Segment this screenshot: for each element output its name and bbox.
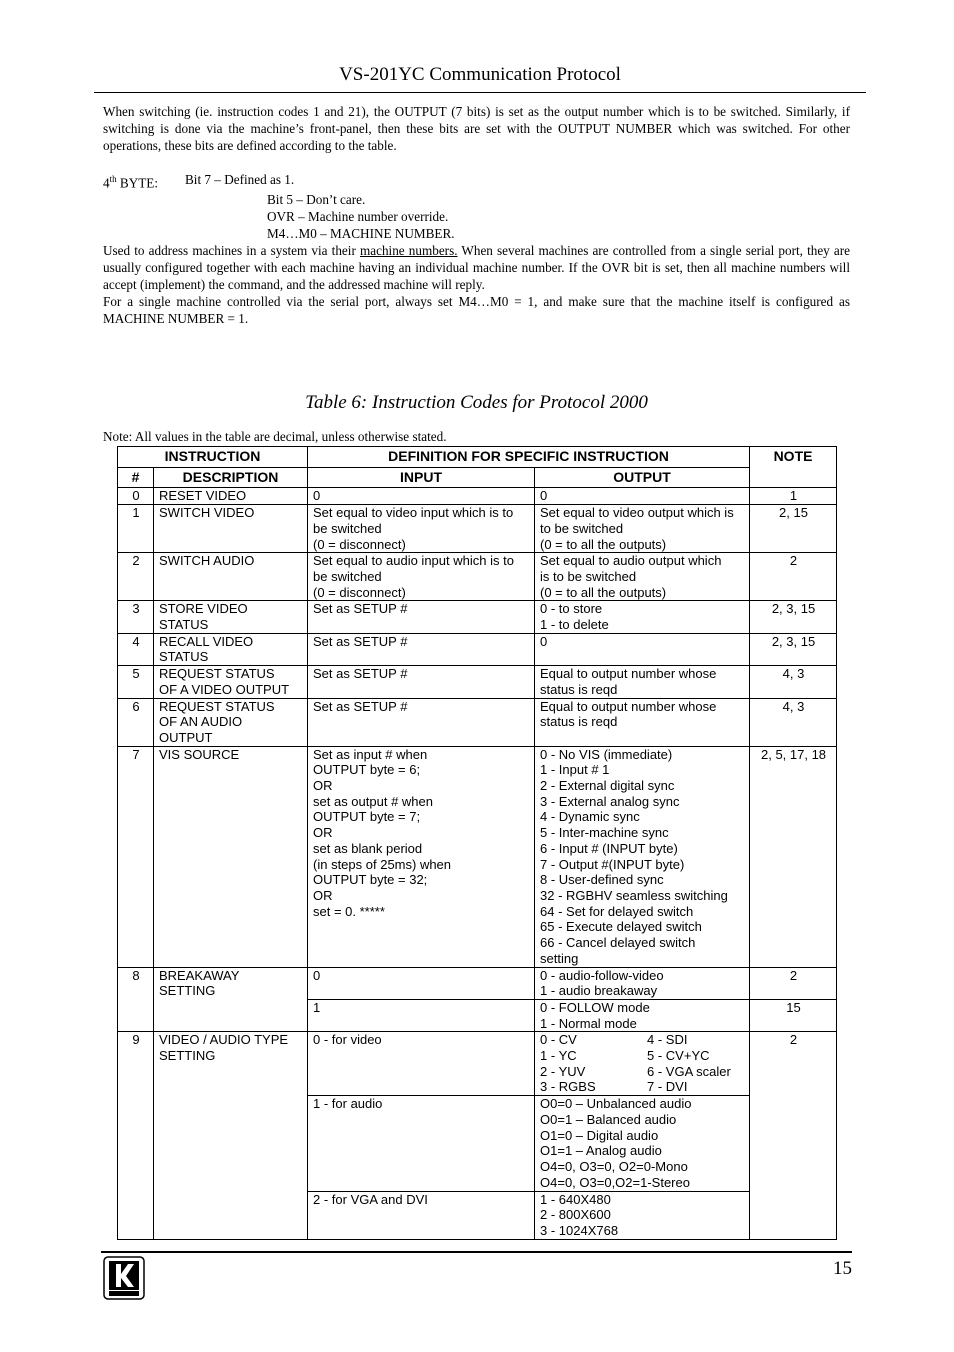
instruction-codes-table (117, 446, 837, 1240)
row-number: 5 (118, 666, 154, 698)
row-input: Set equal to video input which is to be switched (0 = disconnect) (308, 505, 535, 553)
row-description: REQUEST STATUS OF AN AUDIO OUTPUT (154, 698, 308, 746)
row-output: Set equal to video output which is to be switched (0 = to all the outputs) (535, 505, 750, 553)
row-description: BREAKAWAY SETTING (154, 967, 308, 1032)
row-number: 6 (118, 698, 154, 746)
table-row (118, 488, 837, 505)
row-input: Set equal to audio input which is to be switched (0 = disconnect) (308, 553, 535, 601)
row-output: 0 - FOLLOW mode 1 - Normal mode (535, 999, 750, 1031)
table-row (118, 505, 837, 553)
header-definition: DEFINITION FOR SPECIFIC INSTRUCTION (308, 447, 750, 468)
row-input: Set as SETUP # (308, 666, 535, 698)
row-input: Set as SETUP # (308, 698, 535, 746)
footer-rule (101, 1251, 852, 1253)
row-input: Set as SETUP # (308, 601, 535, 633)
row-description: REQUEST STATUS OF A VIDEO OUTPUT (154, 666, 308, 698)
intro-paragraph-single-machine: For a single machine controlled via the serial port, always set M4…M0 = 1, and make sure that the machine itself is configured as MACHINE NUMBER = 1. (103, 294, 850, 327)
header-number: # (118, 467, 154, 488)
page-header: VS-201YC Communication Protocol (94, 64, 866, 93)
row-note: 2, 5, 17, 18 (750, 746, 837, 967)
bit5-definition: Bit 5 – Don’t care. (267, 192, 366, 208)
intro-section (103, 103, 850, 327)
row-note: 2, 15 (750, 505, 837, 553)
row-number: 7 (118, 746, 154, 967)
header-input: INPUT (308, 467, 535, 488)
row-number: 3 (118, 601, 154, 633)
table-header-row-2 (118, 467, 837, 488)
table-row (118, 1032, 837, 1096)
header-instruction: INSTRUCTION (118, 447, 308, 468)
machine-numbers-link: machine numbers. (359, 243, 458, 259)
row-number: 8 (118, 967, 154, 1032)
table-title: Table 6: Instruction Codes for Protocol 2000 (305, 392, 648, 413)
row-output: 0 - CV 1 - YC 2 - YUV 3 - RGBS 4 - SDI 5 - CV+YC 6 - VGA scaler 7 - DVI (535, 1032, 750, 1096)
row-output: O0=0 – Unbalanced audio O0=1 – Balanced audio O1=0 – Digital audio O1=1 – Analog audio O4=0, O3=0, O2=0-Mono O4=0, O3=0,O2=1-Stereo (535, 1096, 750, 1191)
row-output: Set equal to audio output which is to be switched (0 = to all the outputs) (535, 553, 750, 601)
row-note: 4, 3 (750, 666, 837, 698)
header-output: OUTPUT (535, 467, 750, 488)
row-note: 2 (750, 967, 837, 999)
intro-paragraph-switching: When switching (ie. instruction codes 1 and 21), the OUTPUT (7 bits) is set as the output number which is to be switched. Similarly, if switching is done via the machine’s front-panel, then these bits are set with the OUTPUT NUMBER which was switched. For other operations, these bits are defined according to the table. (103, 104, 850, 153)
row-description: VIS SOURCE (154, 746, 308, 967)
row-description: VIDEO / AUDIO TYPE SETTING (154, 1032, 308, 1239)
row-output: 1 - 640X480 2 - 800X600 3 - 1024X768 (535, 1191, 750, 1239)
row-output: 0 - to store 1 - to delete (535, 601, 750, 633)
row-number: 0 (118, 488, 154, 505)
row-note: 2, 3, 15 (750, 633, 837, 665)
row-output: Equal to output number whose status is reqd (535, 698, 750, 746)
row-description: SWITCH AUDIO (154, 553, 308, 601)
row-description: RECALL VIDEO STATUS (154, 633, 308, 665)
table-header-row-1 (118, 447, 837, 468)
row-input: 1 - for audio (308, 1096, 535, 1191)
row-number: 1 (118, 505, 154, 553)
row-note: 2 (750, 1032, 837, 1239)
row-input: 0 (308, 488, 535, 505)
row-number: 4 (118, 633, 154, 665)
table-row (118, 967, 837, 999)
row-output: 0 (535, 488, 750, 505)
row-input: Set as SETUP # (308, 633, 535, 665)
row-note: 1 (750, 488, 837, 505)
intro-paragraph-addressing: Used to address machines in a system via their machine numbers. When several machines are controlled from a single serial port, they are usually configured together with each machine having an individual machine number. If the OVR bit is set, then all machine numbers will accept (implement) the command, and the addressed machine will reply. (103, 243, 851, 293)
row-note: 2, 3, 15 (750, 601, 837, 633)
header-description: DESCRIPTION (154, 467, 308, 488)
row-output: 0 - No VIS (immediate) 1 - Input # 1 2 - External digital sync 3 - External analog sync 4 - Dynamic sync 5 - Inter-machine sync 6 - Input # (INPUT byte) 7 - Output #(INPUT byte) 8 - User-defined sync 32 - RGBHV seamless switching 64 - Set for delayed switch 65 - Execute delayed switch 66 - Cancel delayed switch setting (535, 746, 750, 967)
row-description: SWITCH VIDEO (154, 505, 308, 553)
row-note: 4, 3 (750, 698, 837, 746)
row-input: Set as input # when OUTPUT byte = 6; OR set as output # when OUTPUT byte = 7; OR set as blank period (in steps of 25ms) when OUTPUT byte = 32; OR set = 0. ***** (308, 746, 535, 967)
fourth-byte-label: 4th BYTE: (103, 174, 159, 191)
row-input: 0 - for video (308, 1032, 535, 1096)
table-row (118, 633, 837, 665)
row-number: 9 (118, 1032, 154, 1239)
row-output: Equal to output number whose status is reqd (535, 666, 750, 698)
table-row (118, 553, 837, 601)
header-note: NOTE (750, 447, 837, 488)
table-row (118, 666, 837, 698)
row-output: 0 (535, 633, 750, 665)
fourth-byte-definition (103, 171, 850, 242)
kramer-logo (103, 1256, 145, 1300)
table-note: Note: All values in the table are decimal, unless otherwise stated. (103, 429, 447, 444)
machine-number-definition: M4…M0 – MACHINE NUMBER. (267, 226, 455, 242)
ovr-definition: OVR – Machine number override. (267, 209, 449, 225)
row-description: STORE VIDEO STATUS (154, 601, 308, 633)
table-row (118, 601, 837, 633)
bit7-definition: Bit 7 – Defined as 1. (185, 172, 295, 187)
table-row (118, 698, 837, 746)
page-number: 15 (833, 1258, 852, 1279)
row-note: 2 (750, 553, 837, 601)
table-row (118, 746, 837, 967)
row-note: 15 (750, 999, 837, 1031)
row-input: 0 (308, 967, 535, 999)
row-description: RESET VIDEO (154, 488, 308, 505)
row-number: 2 (118, 553, 154, 601)
row-input: 2 - for VGA and DVI (308, 1191, 535, 1239)
row-input: 1 (308, 999, 535, 1031)
row-output: 0 - audio-follow-video 1 - audio breakaway (535, 967, 750, 999)
